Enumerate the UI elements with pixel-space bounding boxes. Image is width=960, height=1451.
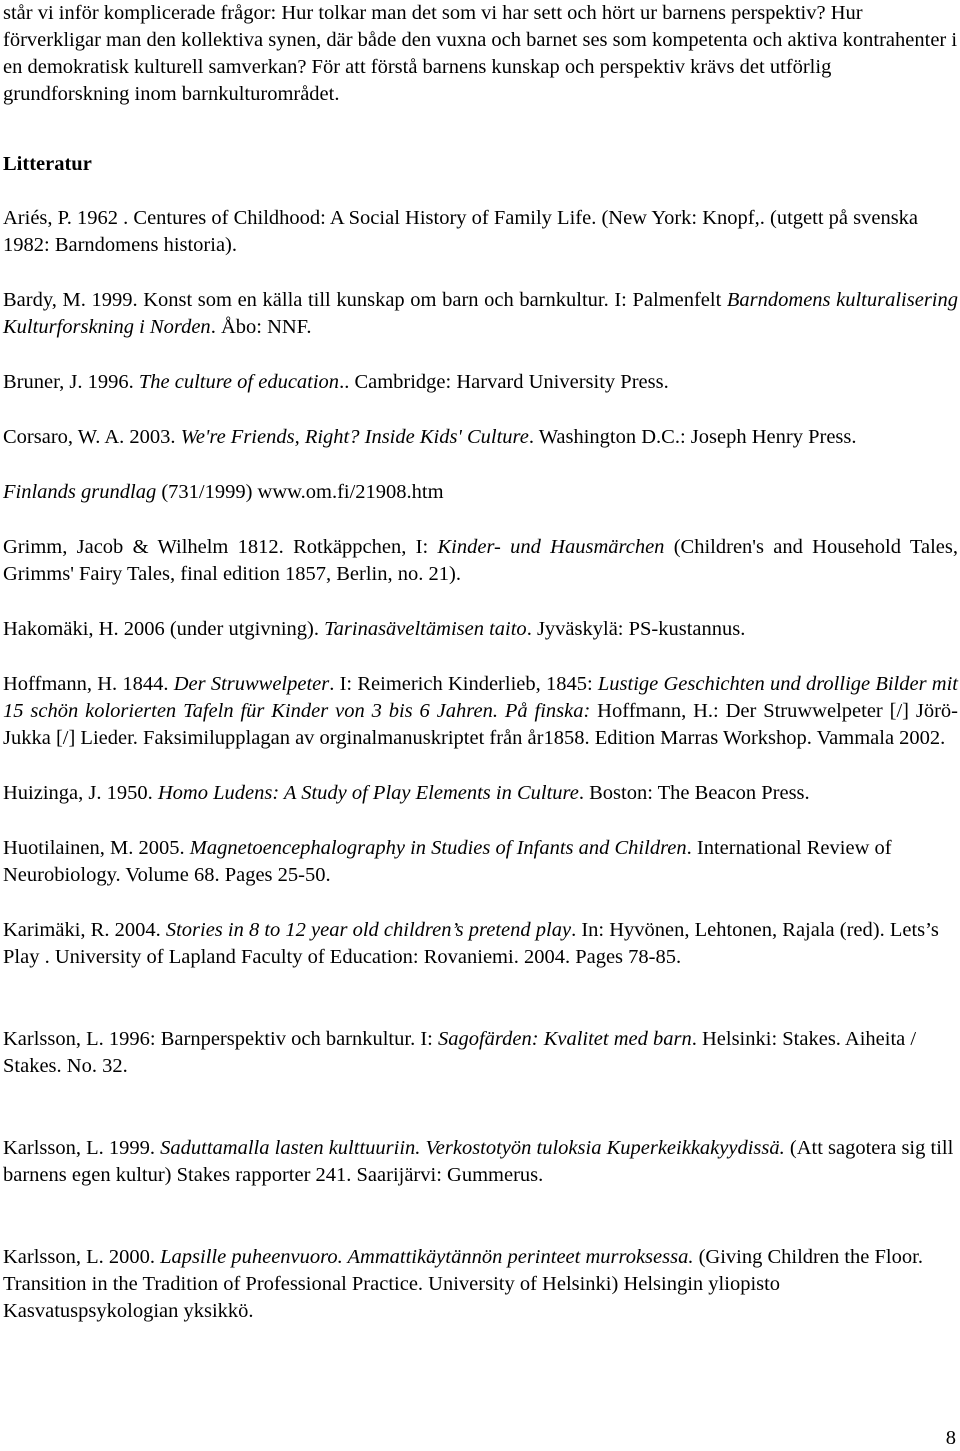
reference-text: . International Review of Neurobiology. Volume 68. Pages 25-50. <box>3 837 892 886</box>
reference-entry <box>3 369 958 396</box>
reference-title-italic: Stories in 8 to 12 year old children’s pretend play <box>165 919 572 941</box>
reference-title-italic: Magnetoencephalography in Studies of Infants and Children <box>189 837 687 859</box>
reference-title-italic: Finlands grundlag <box>3 481 157 503</box>
reference-text: Karlsson, L. 1996: Barnperspektiv och barnkultur. I: <box>3 1028 438 1050</box>
reference-entry <box>3 205 958 259</box>
section-heading-litteratur: Litteratur <box>3 153 92 175</box>
reference-entry <box>3 1135 958 1189</box>
reference-entry <box>3 1026 958 1080</box>
page-number: 8 <box>945 1427 956 1449</box>
reference-entry <box>3 671 958 752</box>
reference-entry <box>3 917 958 971</box>
reference-text: (731/1999) www.om.fi/21908.htm <box>156 481 444 503</box>
reference-title-italic: Lustige Geschichten und drollige Bilder mit 15 schön kolorierten Tafeln für Kinder von 3 bis 6 Jahren. På finska: <box>3 673 958 722</box>
reference-text: . Åbo: NNF. <box>210 316 312 338</box>
reference-text: .. Cambridge: Harvard University Press. <box>339 371 669 393</box>
reference-list <box>3 205 958 1325</box>
reference-text: . Washington D.C.: Joseph Henry Press. <box>528 426 857 448</box>
reference-entry <box>3 424 958 451</box>
reference-text: Grimm, Jacob & Wilhelm 1812. Rotkäppchen, I: <box>3 536 438 558</box>
reference-text: Karlsson, L. 1999. <box>3 1137 161 1159</box>
reference-text: Karlsson, L. 2000. <box>3 1246 161 1268</box>
reference-text: (Att sagotera sig till barnens egen kultur) Stakes rapporter 241. Saarijärvi: Gummerus. <box>3 1137 954 1186</box>
reference-entry <box>3 1244 958 1325</box>
reference-text: (Children's and Household Tales, Grimms' Fairy Tales, final edition 1857, Berlin, no. 21). <box>3 536 958 585</box>
reference-text: . In: Hyvönen, Lehtonen, Rajala (red). Lets’s Play . University of Lapland Faculty of Education: Rovaniemi. 2004. Pages 78-85. <box>3 919 939 968</box>
reference-text: . Helsinki: Stakes. Aiheita / Stakes. No. 32. <box>3 1028 917 1077</box>
reference-title-italic: We're Friends, Right? Inside Kids' Culture <box>180 426 529 448</box>
reference-title-italic: Homo Ludens: A Study of Play Elements in Culture <box>157 782 579 804</box>
reference-text: Karimäki, R. 2004. <box>3 919 166 941</box>
reference-title-italic: Lapsille puheenvuoro. Ammattikäytännön perinteet murroksessa. <box>160 1246 694 1268</box>
reference-text: Bruner, J. 1996. <box>3 371 139 393</box>
reference-entry <box>3 479 958 506</box>
reference-text: . Jyväskylä: PS-kustannus. <box>526 618 746 640</box>
reference-text: Hakomäki, H. 2006 (under utgivning). <box>3 618 325 640</box>
reference-title-italic: Saduttamalla lasten kulttuuriin. Verkostotyön tuloksia Kuperkeikkakyydissä. <box>160 1137 785 1159</box>
reference-entry <box>3 835 958 889</box>
reference-text: . I: Reimerich Kinderlieb, 1845: <box>329 673 598 695</box>
reference-entry <box>3 780 958 807</box>
reference-title-italic: Kinder- und Hausmärchen <box>437 536 665 558</box>
reference-entry <box>3 287 958 341</box>
reference-title-italic: Der Struwwelpeter <box>173 673 330 695</box>
reference-text: Ariés, P. 1962 . Centures of Childhood: A Social History of Family Life. (New York: Knopf,. (utgett på svenska 1982: Barndomens historia). <box>3 207 919 256</box>
reference-text: . Boston: The Beacon Press. <box>578 782 810 804</box>
reference-text: (Giving Children the Floor. Transition in the Tradition of Professional Practice. University of Helsinki) Helsingin yliopisto Kasvatuspsykologian yksikkö. <box>3 1246 923 1322</box>
reference-text: Bardy, M. 1999. Konst som en källa till kunskap om barn och barnkultur. I: Palmenfelt <box>3 289 727 311</box>
reference-text: Hoffmann, H. 1844. <box>3 673 174 695</box>
reference-text: Corsaro, W. A. 2003. <box>3 426 181 448</box>
reference-title-italic: Sagofärden: Kvalitet med barn <box>437 1028 692 1050</box>
reference-text: Huizinga, J. 1950. <box>3 782 158 804</box>
reference-text: Hoffmann, H.: Der Struwwelpeter [/] Jörö-Jukka [/] Lieder. Faksimilupplagan av orginalmanuskriptet från år1858. Edition Marras Workshop. Vammala 2002. <box>3 700 958 749</box>
reference-title-italic: The culture of education <box>138 371 340 393</box>
reference-title-italic: Barndomens kulturalisering Kulturforskning i Norden <box>3 289 958 338</box>
document-page <box>3 0 958 1325</box>
intro-paragraph: står vi inför komplicerade frågor: Hur tolkar man det som vi har sett och hört ur barnens perspektiv? Hur förverkligar man den kollektiva synen, där både den vuxna och barnet ses som kompetenta och aktiva kontrahenter i en demokratisk kulturell samverkan? För att förstå barnens kunskap och perspektiv krävs det utförlig grundforskning inom barnkulturområdet. <box>3 2 958 105</box>
reference-entry <box>3 534 958 588</box>
reference-entry <box>3 616 958 643</box>
reference-title-italic: Tarinasäveltämisen taito <box>324 618 527 640</box>
reference-text: Huotilainen, M. 2005. <box>3 837 190 859</box>
